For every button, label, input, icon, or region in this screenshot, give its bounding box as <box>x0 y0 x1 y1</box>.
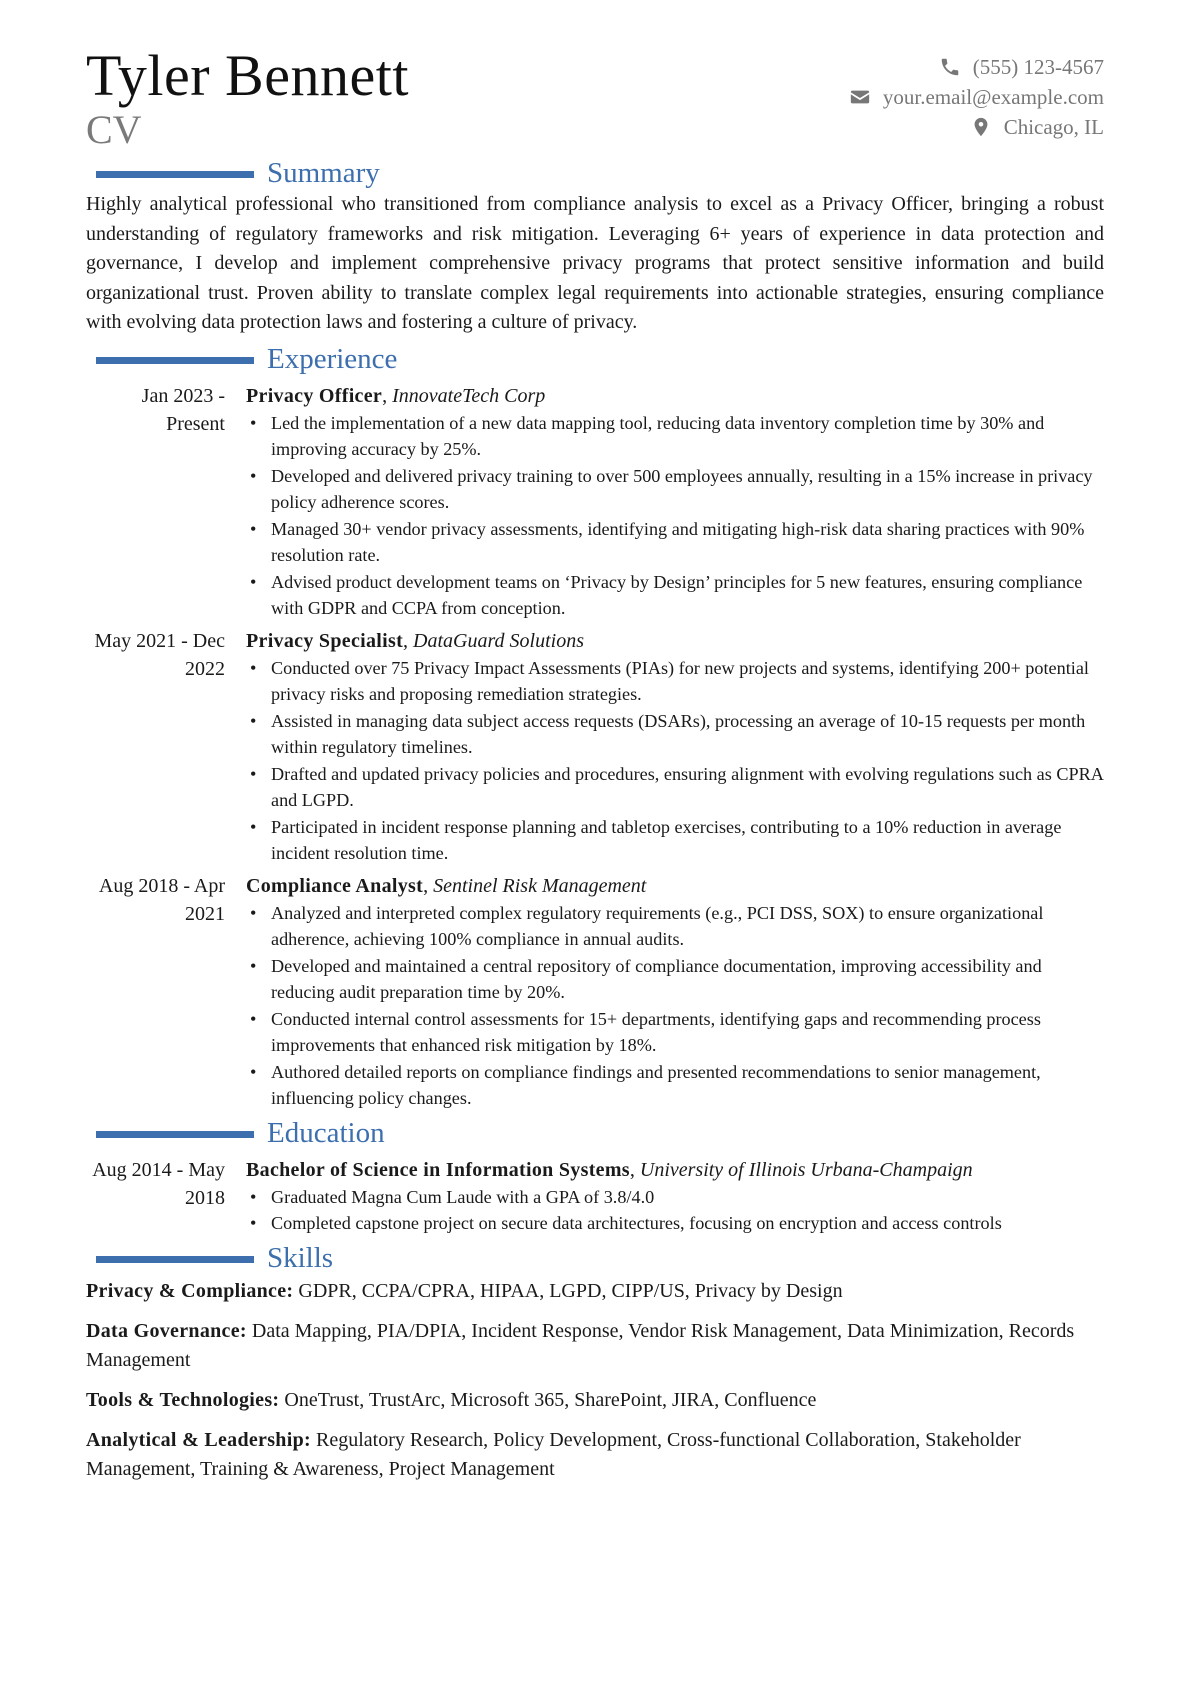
entry-body <box>246 382 1104 622</box>
section-title-summary: Summary <box>267 157 380 189</box>
entry-role: Compliance Analyst <box>246 874 424 897</box>
location-text: Chicago, IL <box>1003 114 1104 139</box>
section-title-experience: Experience <box>267 342 398 375</box>
entry-body <box>246 1156 1104 1237</box>
section-accent-bar <box>96 1256 254 1263</box>
map-pin-icon <box>970 116 992 138</box>
email-link[interactable]: your.email@example.com <box>882 84 1104 109</box>
contact-block <box>849 52 1104 142</box>
section-accent-bar <box>96 1131 254 1138</box>
skill-items: OneTrust, TrustArc, Microsoft 365, SharePoint, JIRA, Confluence <box>284 1388 817 1411</box>
section-experience-header <box>86 342 1104 376</box>
skill-category: Analytical & Leadership: <box>86 1428 311 1451</box>
bullet-item: • Managed 30+ vendor privacy assessments, identifying and mitigating high-risk data sharing practices with 90% resolution rate. <box>246 516 1104 569</box>
entry-org: DataGuard Solutions <box>413 629 584 652</box>
contact-email <box>849 82 1104 112</box>
skill-row <box>86 1317 1104 1375</box>
contact-location <box>849 112 1104 142</box>
skill-category: Data Governance: <box>86 1319 247 1342</box>
entry-title: Privacy Specialist, DataGuard Solutions <box>246 629 584 652</box>
phone-text: (555) 123-4567 <box>972 54 1104 79</box>
entry-date: Jan 2023 - Present <box>141 384 225 435</box>
section-title-education: Education <box>267 1116 385 1149</box>
bullet-item: • Conducted over 75 Privacy Impact Assessments (PIAs) for new projects and systems, identifying 200+ potential privacy risks and proposing remediation strategies. <box>246 655 1104 708</box>
bullet-item: • Graduated Magna Cum Laude with a GPA of 3.8/4.0 <box>246 1184 1104 1211</box>
skills-list <box>86 1277 1104 1484</box>
experience-entry <box>86 627 1104 867</box>
bullet-item: • Participated in incident response planning and tabletop exercises, contributing to a 10% reduction in average incident resolution time. <box>246 814 1104 867</box>
experience-entry <box>86 382 1104 622</box>
entry-role: Privacy Specialist <box>246 629 404 652</box>
candidate-name: Tyler Bennett <box>86 43 409 108</box>
bullet-item: • Led the implementation of a new data mapping tool, reducing data inventory completion time by 30% and improving accuracy by 25%. <box>246 410 1104 463</box>
section-accent-bar <box>96 171 254 178</box>
entry-org: Sentinel Risk Management <box>433 874 647 897</box>
entry-org: InnovateTech Corp <box>392 384 546 407</box>
phone-icon <box>939 56 961 78</box>
section-title-skills: Skills <box>267 1241 334 1274</box>
skill-row <box>86 1426 1104 1484</box>
skill-items: GDPR, CCPA/CPRA, HIPAA, LGPD, CIPP/US, Privacy by Design <box>298 1279 843 1302</box>
resume-header <box>86 0 1104 150</box>
entry-bullets <box>246 655 1104 867</box>
entry-role: Privacy Officer <box>246 384 383 407</box>
entry-bullets <box>246 410 1104 622</box>
bullet-item: • Developed and delivered privacy training to over 500 employees annually, resulting in a 15% increase in privacy policy adherence scores. <box>246 463 1104 516</box>
bullet-item: • Conducted internal control assessments for 15+ departments, identifying gaps and recommending process improvements that enhanced risk mitigation by 18%. <box>246 1006 1104 1059</box>
skill-category: Tools & Technologies: <box>86 1388 280 1411</box>
entry-title: Compliance Analyst, Sentinel Risk Management <box>246 874 647 897</box>
bullet-item: • Drafted and updated privacy policies and procedures, ensuring alignment with evolving regulations such as CPRA and LGPD. <box>246 761 1104 814</box>
entry-title: Privacy Officer, InnovateTech Corp <box>246 384 546 407</box>
entry-body <box>246 627 1104 867</box>
section-accent-bar <box>96 357 254 364</box>
bullet-item: • Analyzed and interpreted complex regulatory requirements (e.g., PCI DSS, SOX) to ensure organizational adherence, achieving 100% compliance in annual audits. <box>246 900 1104 953</box>
section-summary-header <box>86 156 1104 190</box>
skill-items: Regulatory Research, Policy Development, Cross-functional Collaboration, Stakeholder Management, Training & Awareness, Project Management <box>86 1428 1021 1480</box>
skill-row <box>86 1386 1104 1415</box>
skill-row <box>86 1277 1104 1306</box>
entry-bullets <box>246 1184 1104 1237</box>
document-subtitle: CV <box>86 107 142 152</box>
summary-text: Highly analytical professional who transitioned from compliance analysis to excel as a Privacy Officer, bringing a robust understanding of regulatory frameworks and risk mitigation. Leveraging 6+ years of experience in data protection and governance, I develop and implement comprehensive privacy programs that protect sensitive information and build organizational trust. Proven ability to translate complex legal requirements into actionable strategies, ensuring compliance with evolving data protection laws and fostering a culture of privacy. <box>86 193 1104 333</box>
envelope-icon <box>849 86 871 108</box>
skill-items: Data Mapping, PIA/DPIA, Incident Response, Vendor Risk Management, Data Minimization, Records Management <box>86 1319 1075 1371</box>
entry-title: Bachelor of Science in Information Systems, University of Illinois Urbana-Champaign <box>246 1158 973 1181</box>
bullet-item: • Assisted in managing data subject access requests (DSARs), processing an average of 10-15 requests per month within regulatory timelines. <box>246 708 1104 761</box>
entry-org: University of Illinois Urbana-Champaign <box>639 1158 973 1181</box>
education-entry <box>86 1156 1104 1237</box>
entry-body <box>246 872 1104 1112</box>
entry-date: Aug 2014 - May 2018 <box>92 1158 225 1209</box>
entry-date: Aug 2018 - Apr 2021 <box>98 874 225 925</box>
entry-date: May 2021 - Dec 2022 <box>94 629 225 680</box>
section-skills-header <box>86 1241 1104 1275</box>
bullet-item: • Completed capstone project on secure data architectures, focusing on encryption and access controls <box>246 1210 1104 1237</box>
bullet-item: • Developed and maintained a central repository of compliance documentation, improving accessibility and reducing audit preparation time by 20%. <box>246 953 1104 1006</box>
section-education-header <box>86 1116 1104 1150</box>
skill-category: Privacy & Compliance: <box>86 1279 294 1302</box>
bullet-item: • Advised product development teams on ‘Privacy by Design’ principles for 5 new features, ensuring compliance with GDPR and CCPA from conception. <box>246 569 1104 622</box>
bullet-item: • Authored detailed reports on compliance findings and presented recommendations to senior management, influencing policy changes. <box>246 1059 1104 1112</box>
experience-entry <box>86 872 1104 1112</box>
contact-phone <box>849 52 1104 82</box>
entry-role: Bachelor of Science in Information Systems <box>246 1158 630 1181</box>
entry-bullets <box>246 900 1104 1112</box>
